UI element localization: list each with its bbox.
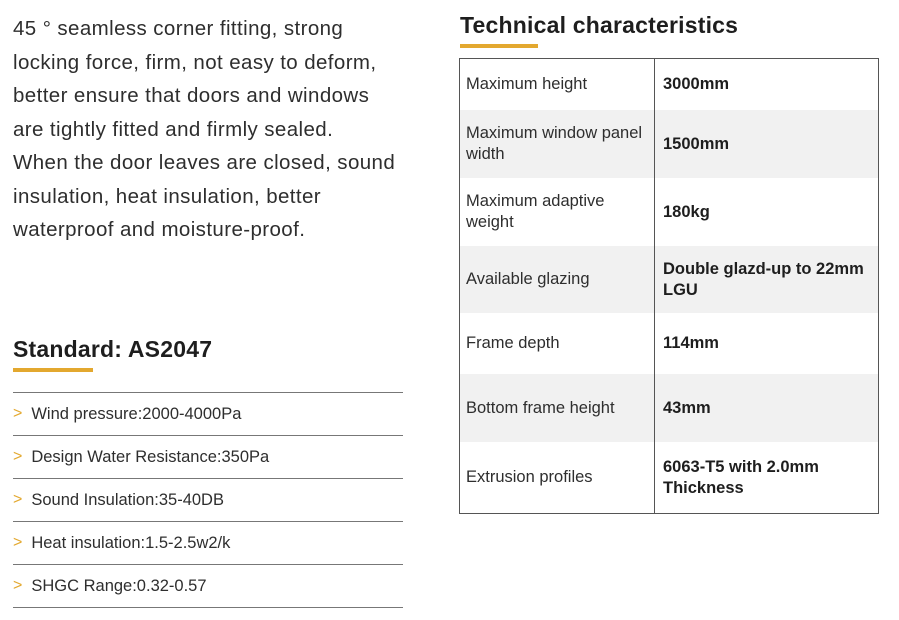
- spec-label: Bottom frame height: [460, 374, 655, 442]
- technical-title: Technical characteristics: [460, 12, 739, 38]
- chevron-right-icon: >: [13, 534, 23, 551]
- spec-value: 1500mm: [663, 134, 730, 153]
- intro-paragraph-2: When the door leaves are closed, sound insulation, heat insulation, better waterproof and moisture-proof.: [13, 151, 396, 241]
- spec-label: Available glazing: [460, 246, 655, 313]
- spec-value: 6063-T5 with 2.0mm Thickness: [663, 457, 819, 497]
- standard-item: [13, 436, 403, 479]
- standard-title-underline: [13, 368, 93, 372]
- table-row: [460, 313, 878, 374]
- chevron-right-icon: >: [13, 577, 23, 594]
- table-row: [460, 178, 878, 246]
- table-row: [460, 246, 878, 313]
- standard-item: [13, 479, 403, 522]
- table-row: [460, 59, 878, 110]
- technical-title-underline: [460, 44, 538, 48]
- table-row: [460, 374, 878, 442]
- spec-label: Frame depth: [460, 313, 655, 374]
- intro-paragraph-1: 45 ° seamless corner fitting, strong locking force, firm, not easy to deform, better ensure that doors and windows are tightly fitted and firmly sealed.: [13, 17, 377, 141]
- standard-item-text: Design Water Resistance:350Pa: [31, 447, 270, 466]
- standard-item-text: Wind pressure:2000-4000Pa: [31, 404, 242, 423]
- spec-value: 43mm: [663, 398, 711, 417]
- chevron-right-icon: >: [13, 448, 23, 465]
- standard-item: [13, 393, 403, 436]
- spec-value: 3000mm: [663, 75, 730, 93]
- table-row: [460, 442, 878, 513]
- standard-item-text: SHGC Range:0.32-0.57: [31, 576, 207, 595]
- table-row: [460, 110, 878, 178]
- chevron-right-icon: >: [13, 491, 23, 508]
- standard-item: [13, 565, 403, 608]
- technical-table: [459, 58, 879, 514]
- spec-value: 114mm: [663, 334, 719, 352]
- standard-title: Standard: AS2047: [13, 336, 213, 362]
- standard-item-text: Sound Insulation:35-40DB: [31, 490, 224, 509]
- spec-value: 180kg: [663, 202, 710, 221]
- chevron-right-icon: >: [13, 405, 23, 422]
- spec-label: Maximum height: [460, 59, 655, 110]
- standard-item: [13, 522, 403, 565]
- spec-label: Extrusion profiles: [460, 442, 655, 513]
- spec-value: Double glazd-up to 22mm LGU: [663, 259, 864, 299]
- spec-label: Maximum adaptive weight: [460, 178, 655, 246]
- spec-label: Maximum window panel width: [460, 110, 655, 178]
- standard-item-text: Heat insulation:1.5-2.5w2/k: [31, 533, 231, 552]
- standard-list: [13, 392, 403, 608]
- intro-text: [13, 12, 403, 247]
